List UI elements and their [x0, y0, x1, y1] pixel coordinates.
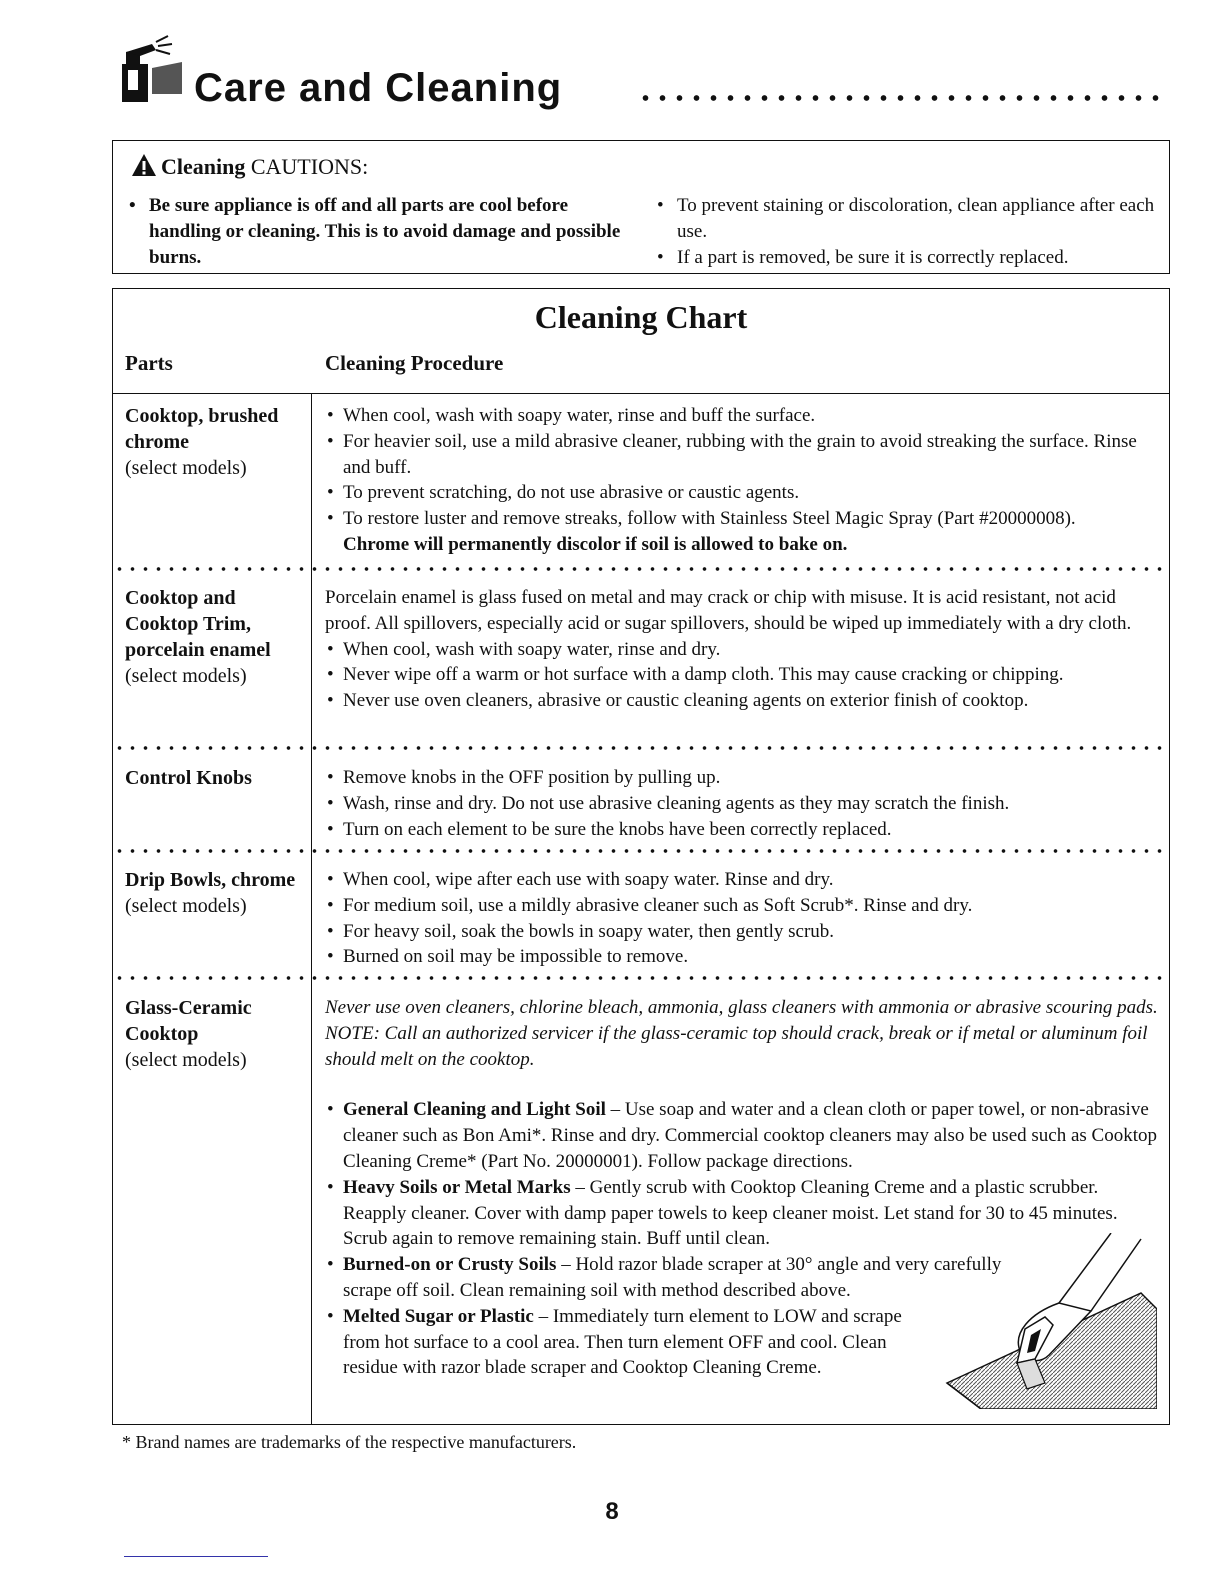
caution-item: • Be sure appliance is off and all parts are cool before handling or cleaning. This is to avoid damage and possible burns. — [125, 193, 637, 271]
item-label: Heavy Soils or Metal Marks — [343, 1176, 571, 1198]
column-header-procedure: Cleaning Procedure — [325, 351, 504, 375]
cautions-title-rest: CAUTIONS: — [250, 154, 369, 179]
cautions-left-list — [125, 193, 637, 271]
part-drip-bowls — [125, 867, 305, 919]
header-rule — [113, 393, 1169, 394]
part-name: Control Knobs — [125, 767, 252, 789]
page-number: 8 — [605, 1498, 619, 1525]
procedure-item: • For heavier soil, use a mild abrasive cleaner, rubbing with the grain to avoid streaking the surface. Rinse and buff. — [325, 429, 1163, 481]
procedure-item: • To prevent scratching, do not use abrasive or caustic agents. — [325, 480, 1163, 506]
procedure-item: • Never wipe off a warm or hot surface with a damp cloth. This may cause cracking or chipping. — [325, 662, 1163, 688]
note-text: Call an authorized servicer if the glass-ceramic top should crack, break or if metal or aluminum foil should melt on the cooktop. — [325, 1022, 1148, 1070]
column-divider — [311, 393, 312, 1424]
chart-title: Cleaning Chart — [534, 299, 748, 335]
part-note: (select models) — [125, 895, 247, 917]
procedure-item: • When cool, wipe after each use with soapy water. Rinse and dry. — [325, 867, 1163, 893]
item-label: General Cleaning and Light Soil — [343, 1099, 606, 1121]
note-label: NOTE: — [325, 1022, 380, 1044]
intro-text: Never use oven cleaners, chlorine bleach, ammonia, glass cleaners with ammonia or abrasive scouring pads. — [325, 997, 1158, 1018]
row-separator — [113, 566, 1169, 572]
procedure-item: • Remove knobs in the OFF position by pulling up. — [325, 765, 1163, 791]
procedure-item: • Turn on each element to be sure the knobs have been correctly replaced. — [325, 817, 1163, 843]
procedure-item: • When cool, wash with soapy water, rinse and dry. — [325, 637, 1163, 663]
procedure-control-knobs — [325, 765, 1163, 842]
procedure-item — [325, 1304, 943, 1381]
row-separator — [113, 745, 1169, 751]
title-leader-dots — [637, 90, 1167, 106]
page-header — [112, 30, 1172, 120]
procedure-item: • When cool, wash with soapy water, rinse and buff the surface. — [325, 403, 1163, 429]
procedure-item — [325, 1097, 1163, 1174]
part-cooktop-brushed-chrome — [125, 403, 305, 481]
part-glass-ceramic-cooktop — [125, 995, 305, 1073]
row-separator — [113, 848, 1169, 854]
procedure-item — [325, 1252, 1003, 1304]
footnote: * Brand names are trademarks of the respective manufacturers. — [122, 1432, 577, 1452]
row-separator — [113, 975, 1169, 981]
part-control-knobs — [125, 765, 305, 791]
part-note: (select models) — [125, 665, 247, 687]
razor-scraper-illustration — [941, 1233, 1157, 1409]
item-text: – Immediately turn element to LOW and scrape from hot surface to a cool area. Then turn element OFF and cool. Clean residue with razor blade scraper and Cooktop Cleaning Creme. — [343, 1305, 902, 1379]
procedure-item: • Wash, rinse and dry. Do not use abrasive cleaning agents as they may scratch the finish. — [325, 791, 1163, 817]
cautions-title — [131, 153, 368, 180]
part-note: (select models) — [125, 1049, 247, 1071]
spacer — [325, 1072, 1163, 1097]
warning-icon — [131, 153, 157, 177]
item-label: Melted Sugar or Plastic — [343, 1305, 534, 1327]
page-title: Care and Cleaning — [194, 66, 563, 110]
procedure-item: • Never use oven cleaners, abrasive or caustic cleaning agents on exterior finish of cooktop. — [325, 688, 1163, 714]
part-name: Drip Bowls, chrome — [125, 869, 296, 891]
procedure-intro: Porcelain enamel is glass fused on metal and may crack or chip with misuse. It is acid resistant, not acid proof. All spillovers, especially acid or sugar spillovers, should be wiped up immediately with a dry cloth. — [325, 587, 1132, 634]
procedure-item: • For medium soil, use a mildly abrasive cleaner such as Soft Scrub*. Rinse and dry. — [325, 893, 1163, 919]
spray-bottle-icon — [112, 34, 184, 106]
bottom-rule — [124, 1556, 268, 1557]
caution-item: • To prevent staining or discoloration, clean appliance after each use. — [653, 193, 1165, 245]
procedure-drip-bowls — [325, 867, 1163, 970]
procedure-intro — [325, 995, 1163, 1072]
column-header-parts: Parts — [125, 351, 173, 375]
cleaning-cautions-box — [112, 140, 1170, 274]
item-label: Burned-on or Crusty Soils — [343, 1254, 557, 1276]
procedure-warning: Chrome will permanently discolor if soil is allowed to bake on. — [343, 533, 848, 555]
item-text: – Hold razor blade scraper at 30° angle and very carefully scrape off soil. Clean remaining soil with method described above. — [343, 1254, 1002, 1301]
item-text: – Gently scrub with Cooktop Cleaning Creme and a plastic scrubber. Reapply cleaner. Cover with damp paper towels to keep cleaner moist. Let stand for 30 to 45 minutes. Scrub again to remove remaining stain. Buff until clean. — [343, 1176, 1118, 1250]
item-text: – Use soap and water and a clean cloth or paper towel, or non-abrasive cleaner such as Bon Ami*. Rinse and dry. Commercial cooktop cleaners may also be used such as Cooktop Cleaning Creme* (Part No. 20000001). Follow package directions. — [343, 1099, 1157, 1172]
cautions-title-bold: Cleaning — [161, 154, 246, 179]
procedure-item: • To restore luster and remove streaks, follow with Stainless Steel Magic Spray (Part #20000008). — [325, 506, 1163, 532]
procedure-cooktop-brushed-chrome — [325, 403, 1163, 558]
procedure-item: • Burned on soil may be impossible to remove. — [325, 944, 1163, 970]
part-name: Glass-Ceramic Cooktop — [125, 997, 252, 1045]
cleaning-chart — [112, 288, 1170, 1425]
part-cooktop-trim-porcelain — [125, 585, 305, 689]
part-name: Cooktop, brushed chrome — [125, 405, 279, 453]
procedure-cooktop-trim-porcelain — [325, 585, 1163, 714]
caution-item: • If a part is removed, be sure it is correctly replaced. — [653, 245, 1165, 271]
cautions-right-list — [653, 193, 1165, 271]
part-note: (select models) — [125, 457, 247, 479]
procedure-item: • For heavy soil, soak the bowls in soapy water, then gently scrub. — [325, 919, 1163, 945]
part-name: Cooktop and Cooktop Trim, porcelain enamel — [125, 587, 271, 661]
